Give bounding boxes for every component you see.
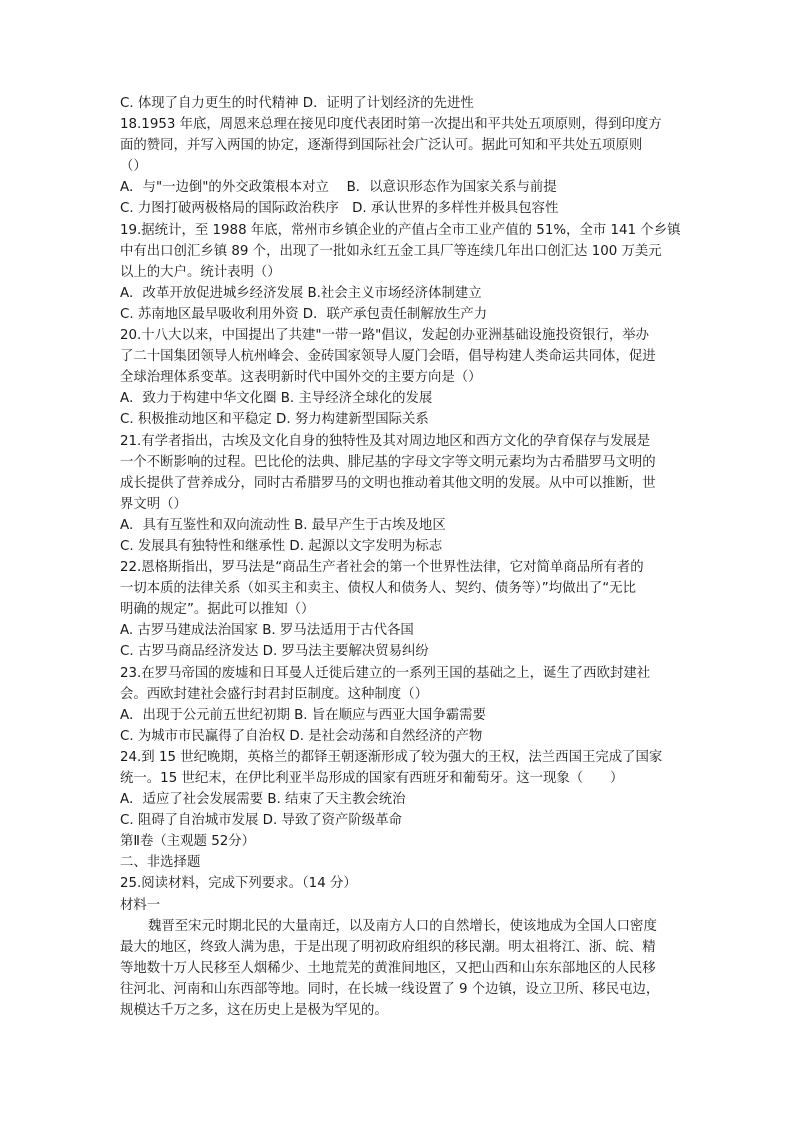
material-paragraph-line: 往河北、河南和山东西部等地。同时，在长城一线设置了 9 个边镇，设立卫所、移民屯边， — [120, 981, 660, 997]
question-21-stem: 21.有学者指出，古埃及文化自身的独特性及其对周边地区和西方文化的孕育保存与发展是 — [120, 433, 651, 449]
text-line: 全球治理体系变革。这表明新时代中国外交的主要方向是（） — [120, 370, 482, 386]
option-line: A．出现于公元前五世纪初期 B. 旨在顺应与西亚大国争霸需要 — [120, 707, 486, 723]
option-line: C. 力图打破两极格局的国际政治秩序 D. 承认世界的多样性并极具包容性 — [120, 201, 559, 217]
text-line: （） — [120, 159, 147, 175]
question-23-stem: 23.在罗马帝国的废墟和日耳曼人迁徙后建立的一系列王国的基础之上，诞生了西欧封建社 — [120, 665, 651, 681]
text-line: 了二十国集团领导人杭州峰会、金砖国家领导人厦门会晤，倡导构建人类命运共同体，促进 — [120, 349, 656, 365]
section-heading: 第Ⅱ卷（主观题 52分） — [120, 834, 256, 850]
text-line: 界文明（） — [120, 496, 187, 512]
option-line: C. 积极推动地区和平稳定 D. 努力构建新型国际关系 — [120, 412, 429, 428]
material-paragraph-line: 魏晋至宋元时期北民的大量南迁，以及南方人口的自然增长，使该地成为全国人口密度 — [148, 918, 657, 934]
text-line: 一切本质的法律关系（如买主和卖主、债权人和债务人、契约、债务等）”均做出了“无比 — [120, 581, 637, 597]
option-line: A．改革开放促进城乡经济发展 B.社会主义市场经济体制建立 — [120, 285, 482, 301]
option-line: C. 发展具有独特性和继承性 D. 起源以文字发明为标志 — [120, 538, 443, 554]
section-heading: 二、非选择题 — [120, 855, 201, 871]
material-paragraph-line: 最大的地区，终致人满为患，于是出现了明初政府组织的移民潮。明太祖将江、浙、皖、精 — [120, 939, 656, 955]
question-24-stem: 24.到 15 世纪晚期，英格兰的都铎王朝逐渐形成了较为强大的王权，法兰西国王完成了国家 — [120, 749, 663, 765]
option-line: C. 阻碍了自治城市发展 D. 导致了资产阶级革命 — [120, 813, 402, 829]
text-line: 面的赞同，并写入两国的协定，逐渐得到国际社会广泛认可。据此可知和平共处五项原则 — [120, 138, 643, 154]
option-line: A．致力于构建中华文化圈 B. 主导经济全球化的发展 — [120, 391, 433, 407]
option-line: A．与"一边倒"的外交政策根本对立 B．以意识形态作为国家关系与前提 — [120, 180, 557, 196]
text-line: 成长提供了营养成分，同时古希腊罗马的文明也推动着其他文明的发展。从中可以推断，世 — [120, 475, 656, 491]
option-line: A．适应了社会发展需要 B. 结束了天主教会统治 — [120, 792, 406, 808]
question-25-stem: 25.阅读材料，完成下列要求。（14 分） — [120, 876, 357, 892]
text-line: 明确的规定”。据此可以推知（） — [120, 602, 315, 618]
option-line: C. 古罗马商品经济发达 D. 罗马法主要解决贸易纠纷 — [120, 644, 429, 660]
text-line: 统一。15 世纪末，在伊比利亚半岛形成的国家有西班牙和葡萄牙。这一现象（ ） — [120, 771, 624, 786]
text-line: 以上的大户。统计表明（） — [120, 264, 281, 280]
document-page — [120, 93, 680, 1021]
text-line: C. 体现了自力更生的时代精神 D．证明了计划经济的先进性 — [120, 96, 474, 111]
text-line: 一个不断影响的过程。巴比伦的法典、腓尼基的字母文字等文明元素均为古希腊罗马文明的 — [120, 454, 656, 470]
question-22-stem: 22.恩格斯指出，罗马法是“商品生产者社会的第一个世界性法律，它对简单商品所有者的 — [120, 560, 644, 576]
option-line: A. 古罗马建成法治国家 B. 罗马法适用于古代各国 — [120, 623, 414, 639]
material-paragraph-line: 规模达千万之多，这在历史上是极为罕见的。 — [120, 1003, 388, 1019]
text-line: 中有出口创汇乡镇 89 个，出现了一批如永红五金工具厂等连续几年出口创汇达 100 万美元 — [120, 243, 662, 259]
option-line: A．具有互鉴性和双向流动性 B. 最早产生于古埃及地区 — [120, 517, 446, 533]
question-20-stem: 20.十八大以来，中国提出了共建"一带一路"倡议，发起创办亚洲基础设施投资银行，举办 — [120, 328, 650, 344]
text-line: 会。西欧封建社会盛行封君封臣制度。这种制度（） — [120, 686, 428, 702]
question-19-stem: 19.据统计，至 1988 年底，常州市乡镇企业的产值占全市工业产值的 51%，全市 141 个乡镇 — [120, 222, 681, 238]
option-line: C. 苏南地区最早吸收利用外资 D．联产承包责任制解放生产力 — [120, 306, 488, 322]
option-line: C. 为城市市民赢得了自治权 D. 是社会动荡和自然经济的产物 — [120, 728, 483, 744]
question-18-stem: 18.1953 年底，周恩来总理在接见印度代表团时第一次提出和平共处五项原则，得到印度方 — [120, 117, 662, 133]
material-label: 材料一 — [120, 897, 161, 913]
material-paragraph-line: 等地数十万人民移至人烟稀少、土地荒芜的黄淮间地区，又把山西和山东东部地区的人民移 — [120, 960, 656, 976]
